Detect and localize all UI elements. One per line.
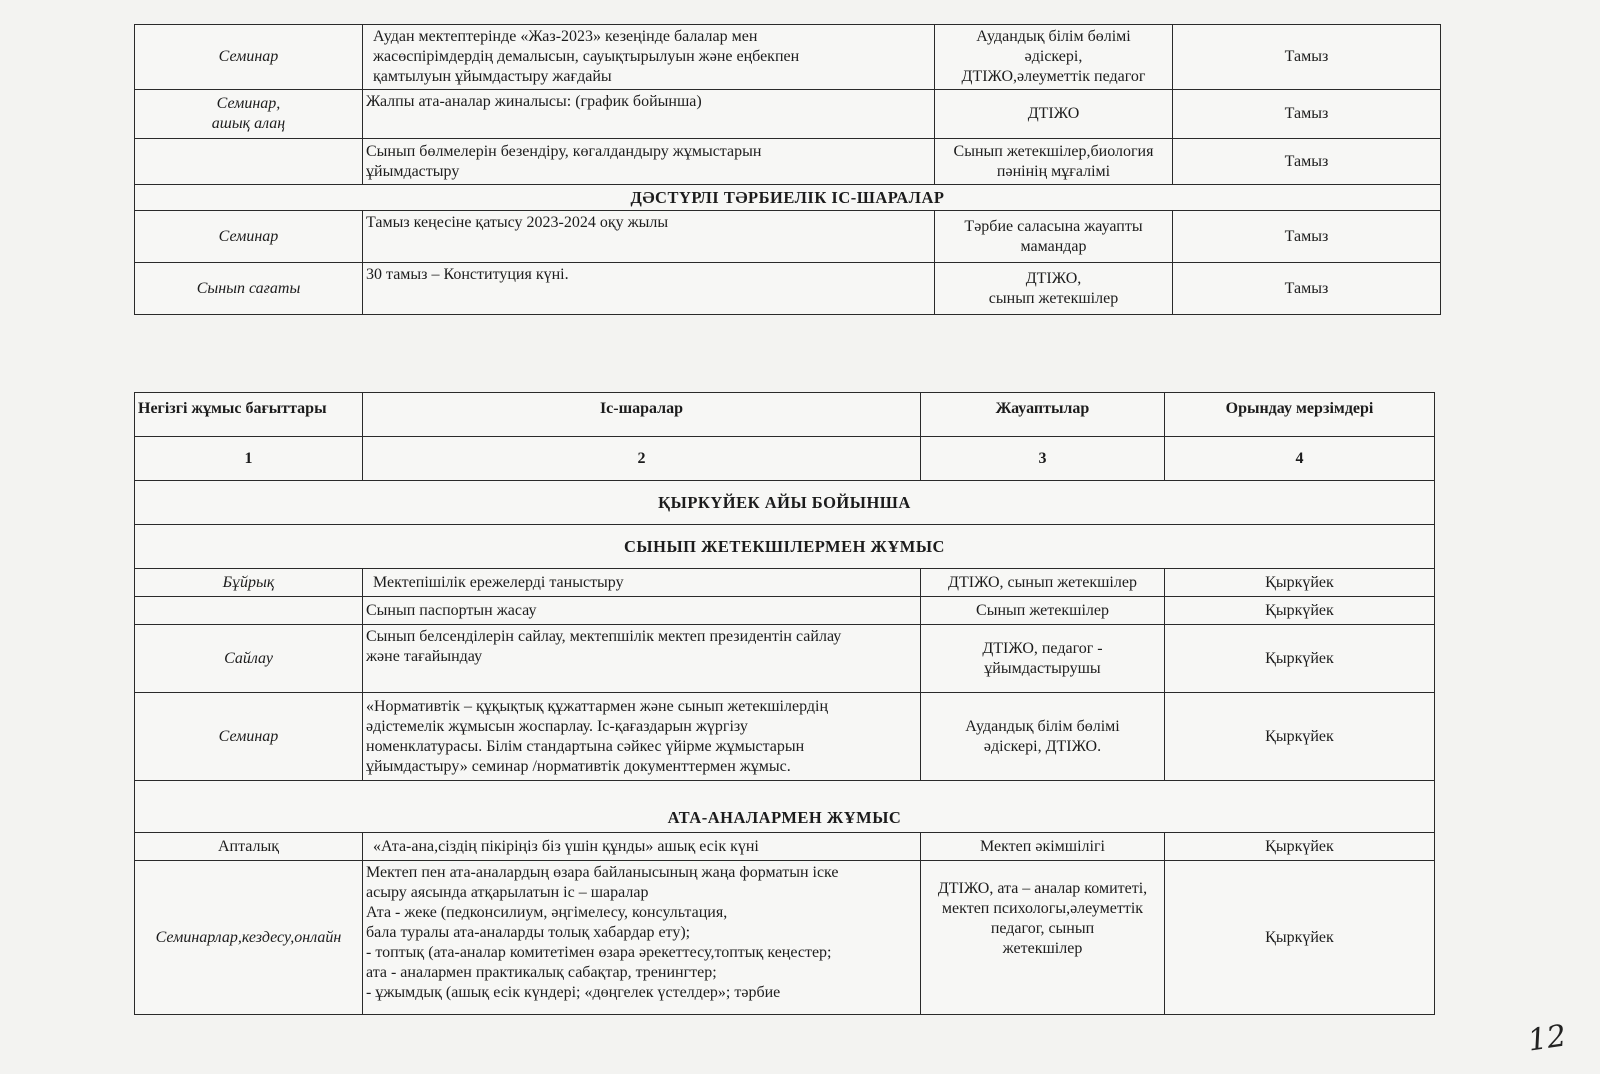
- responsible-line: ДТІЖО, педагог -: [982, 639, 1103, 657]
- activity-line: әдістемелік жұмысын жоспарлау. Іс-қағаздарын жүргізу: [366, 717, 748, 735]
- section-heading-class-teachers: СЫНЫП ЖЕТЕКШІЛЕРМЕН ЖҰМЫС: [135, 525, 1435, 569]
- table-row: [135, 597, 1435, 625]
- responsible-cell: ДТІЖО: [935, 90, 1173, 139]
- direction-cell: Семинар: [135, 211, 363, 263]
- responsible-line: Аудандық білім бөлімі: [976, 28, 1131, 45]
- activity-cell: [363, 25, 935, 90]
- activity-cell: [363, 861, 921, 1015]
- responsible-line: мамандар: [1020, 237, 1087, 255]
- responsible-cell: [935, 211, 1173, 263]
- september-plan-table: [134, 392, 1435, 1015]
- header-activity: Іс-шаралар: [363, 393, 921, 437]
- direction-cell: Семинарлар,кездесу,онлайн: [135, 861, 363, 1015]
- section-heading-parents: АТА-АНАЛАРМЕН ЖҰМЫС: [135, 781, 1435, 833]
- table-row: [135, 861, 1435, 1015]
- header-deadline: Орындау мерзімдері: [1165, 393, 1435, 437]
- table-row: [135, 139, 1441, 185]
- activity-line: Аудан мектептерінде «Жаз-2023» кезеңінде балалар мен: [373, 28, 758, 45]
- direction-cell: Семинар: [135, 693, 363, 781]
- activity-cell: «Ата-ана,сіздің пікіріңіз біз үшін құнды» ашық есік күні: [363, 833, 921, 861]
- activity-cell: [363, 90, 935, 139]
- activity-line: ұйымдастыру: [366, 162, 460, 180]
- deadline-cell: Қыркүйек: [1165, 597, 1435, 625]
- activity-line: қамтылуын ұйымдастыру жағдайы: [373, 68, 612, 85]
- deadline-cell: Қыркүйек: [1165, 625, 1435, 693]
- responsible-line: ДТІЖО, ата – аналар комитеті,: [937, 880, 1148, 897]
- column-number: 4: [1165, 437, 1435, 481]
- deadline-cell: Тамыз: [1173, 90, 1441, 139]
- deadline-cell: Тамыз: [1173, 211, 1441, 263]
- column-number-row: [135, 437, 1435, 481]
- activity-line: Мектеп пен ата-аналардың өзара байланысының жаңа форматын іске: [366, 864, 839, 881]
- column-number: 3: [921, 437, 1165, 481]
- page-number: 12: [1525, 1018, 1569, 1059]
- responsible-line: әдіскері, ДТІЖО.: [983, 737, 1102, 755]
- direction-cell: Бұйрық: [135, 569, 363, 597]
- responsible-cell: ДТІЖО, сынып жетекшілер: [921, 569, 1165, 597]
- responsible-line: әдіскері,: [1024, 48, 1083, 65]
- table-row: [135, 693, 1435, 781]
- activity-line: жасөспірімдердің демалысын, сауықтырылуын және еңбекпен: [373, 48, 800, 65]
- responsible-cell: [935, 139, 1173, 185]
- header-row: [135, 393, 1435, 437]
- section-heading-traditional: ДӘСТҮРЛІ ТӘРБИЕЛІК ІС-ШАРАЛАР: [135, 185, 1441, 211]
- activity-line: номенклатурасы. Білім стандартына сәйкес үйірме жұмыстарын: [366, 737, 805, 755]
- activity-line: ата - аналармен практикалық сабақтар, тренингтер;: [366, 964, 717, 981]
- table-row: [135, 833, 1435, 861]
- table-row: [135, 25, 1441, 90]
- section-row: [135, 781, 1435, 833]
- section-heading-month: ҚЫРКҮЙЕК АЙЫ БОЙЫНША: [135, 481, 1435, 525]
- responsible-cell: [935, 263, 1173, 315]
- activity-line: Жалпы ата-аналар жиналысы: (график бойынша): [366, 93, 702, 110]
- activity-cell: Сынып паспортын жасау: [363, 597, 921, 625]
- deadline-cell: Қыркүйек: [1165, 861, 1435, 1015]
- responsible-line: пәнінің мұғалімі: [996, 162, 1111, 180]
- direction-cell: Семинар: [135, 25, 363, 90]
- activity-line: Сынып бөлмелерін безендіру, көгалдандыру жұмыстарын: [366, 142, 762, 160]
- header-direction: Негізгі жұмыс бағыттары: [135, 393, 363, 437]
- table-row: [135, 211, 1441, 263]
- activity-cell: Мектепішілік ережелерді таныстыру: [363, 569, 921, 597]
- activity-line: бала туралы ата-аналарды толық хабардар ету);: [366, 924, 691, 941]
- table-row: [135, 90, 1441, 139]
- activity-cell: [363, 139, 935, 185]
- responsible-line: педагог, сынып: [990, 920, 1095, 937]
- direction-cell: [135, 597, 363, 625]
- section-row: [135, 525, 1435, 569]
- deadline-cell: Қыркүйек: [1165, 693, 1435, 781]
- direction-cell: [135, 90, 363, 139]
- direction-cell: Апталық: [135, 833, 363, 861]
- responsible-line: Сынып жетекшілер,биология: [953, 142, 1154, 160]
- section-row: [135, 185, 1441, 211]
- direction-cell: [135, 139, 363, 185]
- table-row: [135, 263, 1441, 315]
- activity-cell: [363, 625, 921, 693]
- responsible-line: сынып жетекшілер: [988, 289, 1119, 307]
- direction-cell: Сайлау: [135, 625, 363, 693]
- deadline-cell: Қыркүйек: [1165, 569, 1435, 597]
- activity-line: - ұжымдық (ашық есік күндері; «дөңгелек үстелдер»; тәрбие: [366, 984, 781, 1001]
- direction-cell: Сынып сағаты: [135, 263, 363, 315]
- august-plan-table: [134, 24, 1441, 315]
- activity-cell: [363, 693, 921, 781]
- responsible-line: ұйымдастырушы: [984, 659, 1101, 677]
- responsible-cell: [921, 693, 1165, 781]
- responsible-line: ДТІЖО,әлеуметтік педагог: [961, 68, 1146, 85]
- responsible-line: мектеп психологы,әлеуметтік: [941, 900, 1144, 917]
- deadline-cell: Тамыз: [1173, 139, 1441, 185]
- direction-line: Семинар,: [216, 95, 281, 112]
- responsible-cell: Мектеп әкімшілігі: [921, 833, 1165, 861]
- activity-cell: 30 тамыз – Конституция күні.: [363, 263, 935, 315]
- deadline-cell: Қыркүйек: [1165, 833, 1435, 861]
- responsible-line: ДТІЖО,: [1025, 269, 1082, 287]
- responsible-cell: [921, 861, 1165, 1015]
- responsible-cell: [935, 25, 1173, 90]
- activity-line: «Нормативтік – құқықтық құжаттармен және сынып жетекшілердің: [366, 697, 829, 715]
- deadline-cell: Тамыз: [1173, 25, 1441, 90]
- column-number: 1: [135, 437, 363, 481]
- activity-line: және тағайындау: [366, 648, 483, 665]
- table-row: [135, 625, 1435, 693]
- activity-line: ұйымдастыру» семинар /нормативтік документтермен жұмыс.: [366, 757, 791, 775]
- activity-line: асыру аясында атқарылатын іс – шаралар: [366, 884, 649, 901]
- direction-line: ашық алаң: [211, 115, 286, 132]
- activity-line: - топтық (ата-аналар комитетімен өзара әрекеттесу,топтық кеңестер;: [366, 944, 832, 961]
- section-row: [135, 481, 1435, 525]
- responsible-line: Тәрбие саласына жауапты: [964, 217, 1143, 235]
- responsible-line: Аудандық білім бөлімі: [965, 717, 1120, 735]
- deadline-cell: Тамыз: [1173, 263, 1441, 315]
- table-row: [135, 569, 1435, 597]
- activity-line: Ата - жеке (педконсилиум, әңгімелесу, консультация,: [366, 904, 728, 921]
- responsible-line: жетекшілер: [1002, 940, 1083, 957]
- responsible-cell: [921, 625, 1165, 693]
- responsible-cell: Сынып жетекшілер: [921, 597, 1165, 625]
- column-number: 2: [363, 437, 921, 481]
- header-responsible: Жауаптылар: [921, 393, 1165, 437]
- activity-line: Сынып белсенділерін сайлау, мектепшілік мектеп президентін сайлау: [366, 628, 842, 645]
- activity-cell: Тамыз кеңесіне қатысу 2023-2024 оқу жылы: [363, 211, 935, 263]
